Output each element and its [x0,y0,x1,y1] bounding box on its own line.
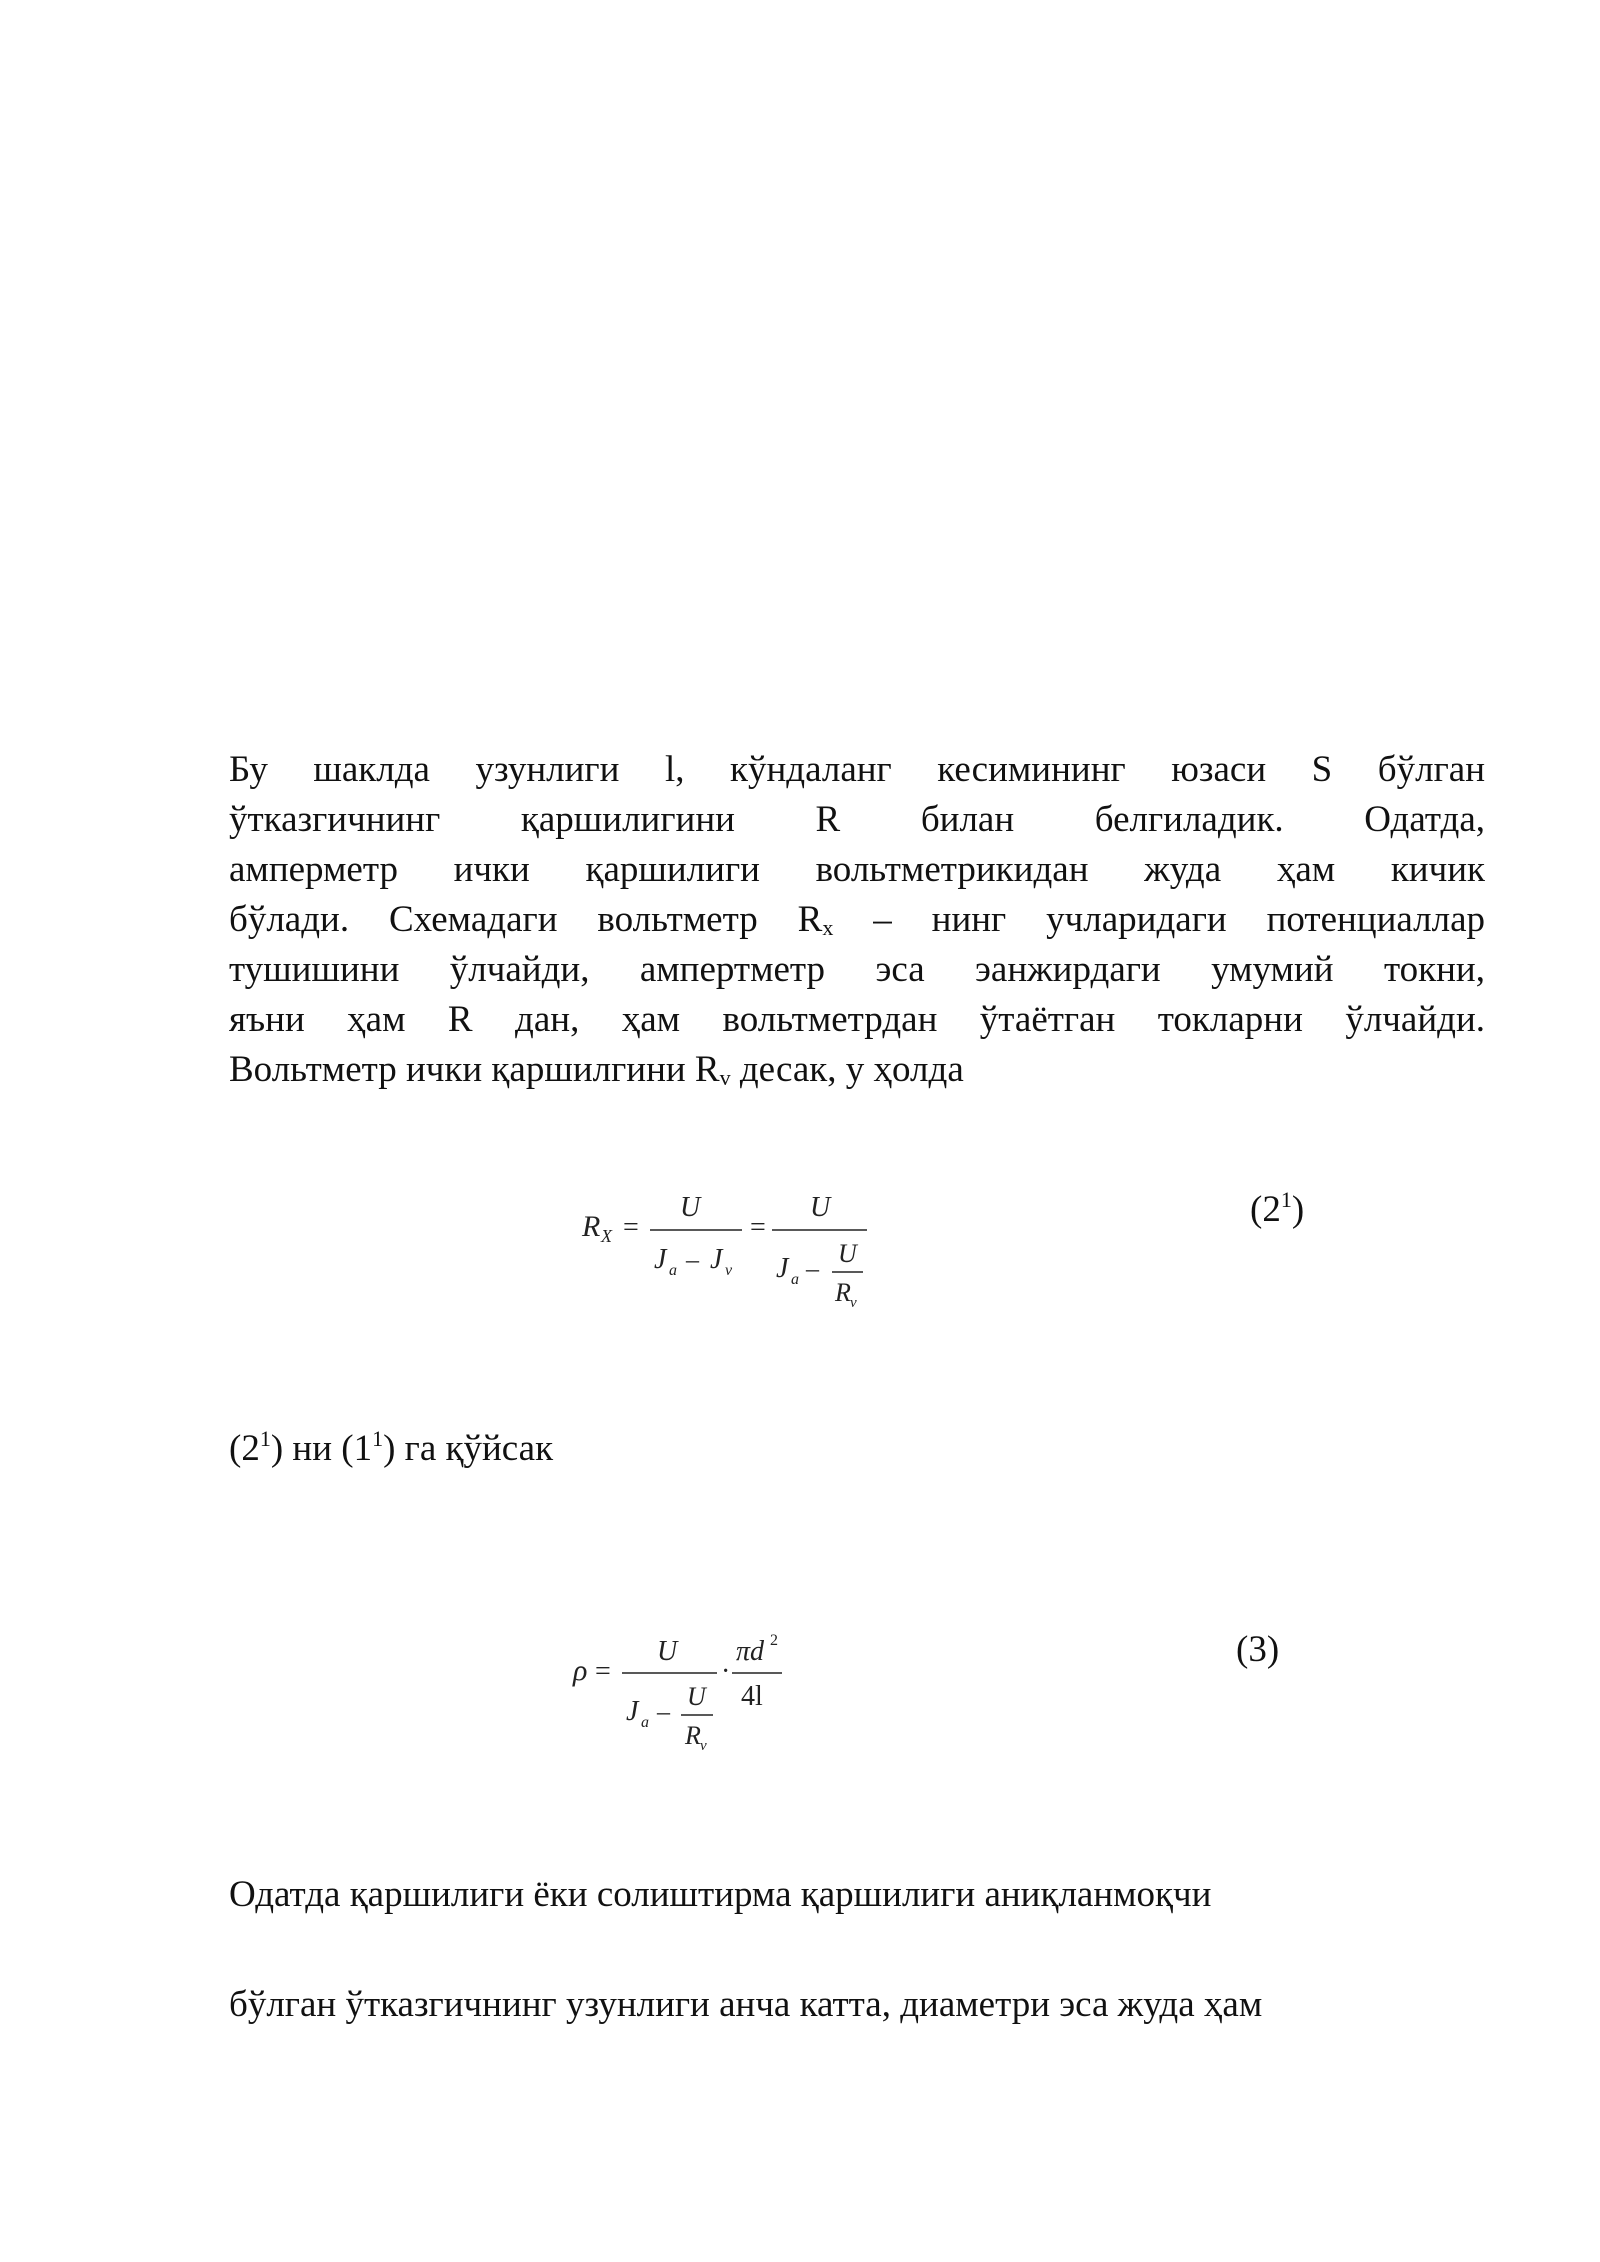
equation-number [1250,1185,1304,1235]
formula-U: U [657,1636,678,1667]
subscript-x: x [822,915,834,940]
formula-4l: 4l [741,1681,763,1712]
text-part: ) га қўйсак [383,1428,554,1469]
equation-3-formula [565,1620,805,1760]
formula-minus: – [657,1697,670,1726]
formula-R: R [835,1278,851,1307]
formula-U: U [687,1682,706,1711]
formula-equals: = [623,1212,639,1243]
para-line-part: Вольтметр ички қаршилгини R [229,1049,720,1090]
text-part: ) ни (1 [270,1428,373,1469]
formula-equals: = [595,1656,611,1687]
equation-number: (3) [1236,1629,1280,1670]
para-line [229,895,1485,945]
formula-sub-a: a [641,1714,649,1731]
para-line-part: – нинг учларидаги потенциаллар [833,899,1485,940]
equation-number-text: ) [1291,1189,1305,1230]
superscript-1: 1 [372,1426,384,1451]
equation-2-formula [570,1185,890,1335]
formula-U: U [838,1239,857,1268]
formula-minus: – [806,1254,819,1283]
para-line: тушишини ўлчайди, ампертметр эса эанжирдаги умумий токни, [229,949,1485,990]
formula-sup-2: 2 [770,1632,778,1649]
para-line: Бу шаклда узунлиги l, кўндаланг кесимининг юзаси S бўлган [229,749,1485,790]
formula-rho: ρ [573,1654,588,1687]
formula-sub-a: a [791,1271,799,1288]
formula-J: J [654,1244,667,1275]
paragraph-line: Одатда қаршилиги ёки солиштирма қаршилиги аниқланмоқчи [229,1874,1212,1915]
substitution-text [229,1424,553,1474]
formula-sub-a: a [669,1262,677,1279]
formula-pi-d: πd [736,1636,765,1667]
formula-minus: – [686,1245,699,1274]
formula-J: J [710,1244,723,1275]
equation-number-text: (2 [1250,1189,1281,1230]
formula-R: R [582,1210,601,1243]
para-line-part: десак, у ҳолда [730,1049,964,1090]
paragraph-line: бўлган ўтказгичнинг узунлиги анча катта, диаметри эса жуда ҳам [229,1984,1263,2025]
formula-U: U [680,1192,701,1223]
superscript-1: 1 [1280,1187,1292,1212]
formula-equals: = [750,1212,766,1243]
formula-sub-v: v [850,1295,857,1311]
formula-sub-v: v [700,1738,707,1754]
para-line [229,1045,1485,1095]
formula-J: J [776,1253,789,1284]
para-line-part: бўлади. Схемадаги вольтметр R [229,899,823,940]
text-part: (2 [229,1428,260,1469]
formula-J: J [626,1696,639,1727]
formula-R: R [685,1721,701,1750]
subscript-v: v [719,1065,731,1090]
formula-U: U [810,1192,831,1223]
para-line: ўтказгичнинг қаршилигини R билан белгиладик. Одатда, [229,799,1485,840]
paragraph-main [229,745,1485,1095]
formula-sub-X: X [601,1226,612,1246]
para-line: яъни ҳам R дан, ҳам вольтметрдан ўтаётган токларни ўлчайди. [229,999,1485,1040]
formula-dot: · [721,1656,731,1687]
formula-sub-v: v [725,1262,733,1279]
superscript-1: 1 [259,1426,271,1451]
para-line: амперметр ички қаршилиги вольтметрикидан жуда ҳам кичик [229,849,1485,890]
